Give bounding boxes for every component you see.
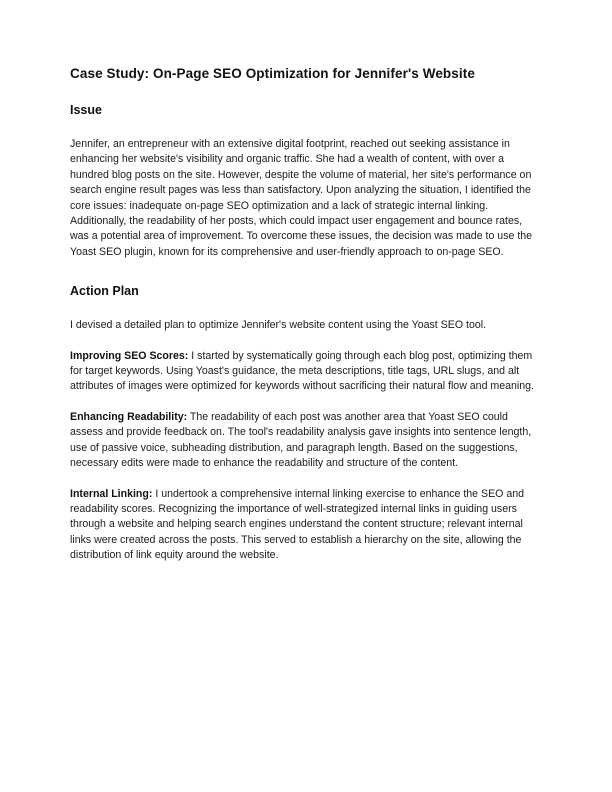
- issue-paragraph: Jennifer, an entrepreneur with an extensive digital footprint, reached out seeking assistance in enhancing her website's visibility and organic traffic. She had a wealth of content, with over a hundred blog posts on the site. However, despite the volume of material, her site's performance on search engine result pages was less than satisfactory. Upon analyzing the situation, I identified the core issues: inadequate on-page SEO optimization and a lack of strategic internal linking. Additionally, the readability of her posts, which could impact user engagement and bounce rates, was a potential area of improvement. To overcome these issues, the decision was made to use the Yoast SEO plugin, known for its comprehensive and user-friendly approach to on-page SEO.: [70, 138, 533, 258]
- paragraph-lead: Internal Linking:: [70, 487, 153, 500]
- paragraph-text: I started by systematically going through each blog post, optimizing them for target keywords. Using Yoast's guidance, the meta descriptions, title tags, URL slugs, and alt attributes of images were optimized for keywords without sacrificing their natural flow and meaning.: [70, 349, 534, 393]
- action-plan-item-readability: [70, 410, 542, 472]
- action-plan-item-internal-linking: [70, 487, 542, 564]
- paragraph-lead: Enhancing Readability:: [70, 410, 188, 423]
- document-title: Case Study: On-Page SEO Optimization for Jennifer's Website: [70, 66, 475, 81]
- paragraph-text: I undertook a comprehensive internal linking exercise to enhance the SEO and readability scores. Recognizing the importance of well-strategized internal links in guiding users through a website and helping search engines understand the content structure; relevant internal links were created across the posts. This served to establish a hierarchy on the site, allowing the distribution of link equity around the website.: [70, 487, 524, 562]
- section-heading-action-plan: Action Plan: [70, 284, 139, 299]
- action-plan-intro: I devised a detailed plan to optimize Jennifer's website content using the Yoast SEO tool.: [70, 319, 487, 332]
- paragraph-text: The readability of each post was another area that Yoast SEO could assess and provide feedback on. The tool's readability analysis gave insights into sentence length, use of passive voice, subheading distribution, and paragraph length. Based on the suggestions, necessary edits were made to enhance the readability and structure of the content.: [70, 410, 532, 470]
- section-heading-issue: Issue: [70, 103, 102, 117]
- paragraph-lead: Improving SEO Scores:: [70, 349, 189, 362]
- action-plan-item-seo-scores: [70, 349, 542, 395]
